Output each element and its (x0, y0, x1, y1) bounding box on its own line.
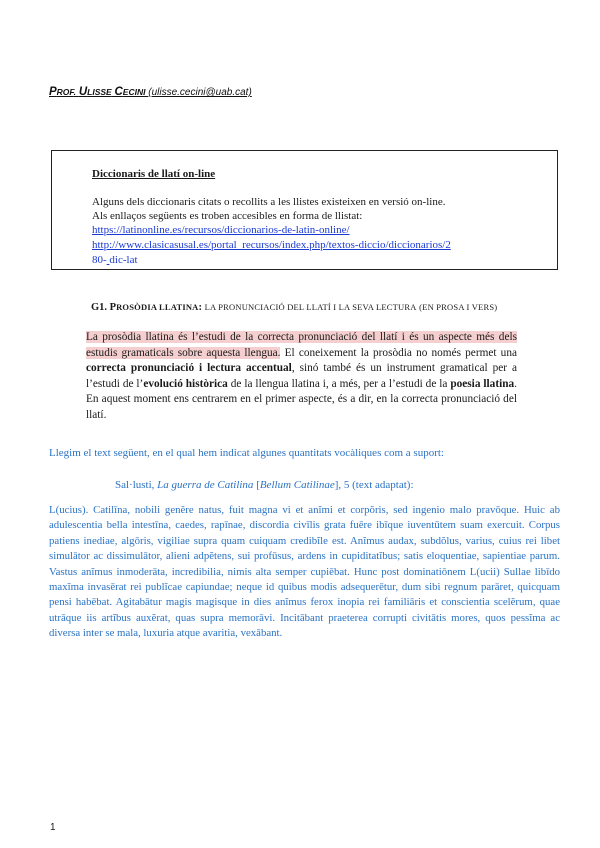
source-title-latin: Bellum Catilinae (259, 479, 335, 491)
link-part-2: dic-lat (109, 254, 138, 266)
reading-intro: Llegim el text següent, en el qual hem indicat algunes quantitats vocàliques com a suport: (49, 447, 444, 459)
section-initial: P (109, 302, 117, 313)
section-paren: (EN PROSA I VERS) (419, 302, 498, 312)
header-dot: . (73, 87, 77, 97)
source-title-catalan: La guerra de Catilina (157, 479, 254, 491)
header-initial-p: P (49, 86, 57, 98)
header-initial-u: U (78, 86, 88, 98)
page-number: 1 (50, 822, 56, 833)
para-text-1: El coneixement la prosòdia no només permet una (280, 346, 517, 359)
para-text-3: de la llengua llatina i, a més, per a l’estudi de la (227, 377, 451, 390)
highlighted-sentence: La prosòdia llatina és l’estudi de la correcta pronunciació del llatí i és un aspecte més dels estudis gramaticals sobre aquesta llengua. (86, 331, 517, 359)
section-title: ROSÒDIA LLATINA (116, 302, 199, 312)
author-email: (ulisse.cecini@uab.cat) (148, 87, 252, 98)
section-colon: : (198, 302, 203, 313)
author-header (49, 86, 252, 98)
section-number: G1. (91, 302, 108, 313)
box-text-line-2: Als enllaços següents es troben accesibles en forma de llistat: (92, 210, 363, 222)
source-bracket-open: [ (253, 479, 260, 491)
para-text-4: . En aquest moment ens centrarem en el primer aspecte, és a dir, en la correcta pronunciació del llatí. (86, 377, 517, 421)
clasicasusal-link-continued[interactable] (92, 253, 138, 267)
header-initial-c: C (114, 86, 123, 98)
section-subtitle: LA PRONUNCIACIÓ DEL LLATÍ I LA SEVA LECTURA (204, 302, 417, 312)
bold-poetry: poesia llatina (450, 377, 515, 390)
latin-text: L(ucius). Catilīna, nobili genĕre natus, fuit magna vi et anĭmi et corpŏris, sed ingenio malo pravōque. Huic ab adulescentia bella intestīna, caedes, rapīnae, discordia civīlis grata fuēre ibīque iuventūtem suam exercuit. Corpus patiens inediae, algōris, vigiliae supra quam cuiquam credibĭle est. Anĭmus audax, subdŏlus, varius, cuius rei libet simulātor ac dissimulātor, alieni adpĕtens, sui profūsus, ardens in cupiditatĭbus; satis eloquentiae, sapientiae parum. Vastus anĭmus inmoderāta, incredibilia, nimis alta semper cupiēbat. Hunc post dominatiōnem L(ucii) Sullae libīdo maxĭma invasērat rei publĭcae capiundae; neque id quibus modis adsequerētur, dum sibi regnum parāret, quicquam pensi habēbat. Agitabātur magis magisque in dies anĭmus ferox inopia rei familiāris et conscientia scelĕrum, quae utrāque iis artĭbus auxĕrat, quas supra memorāvi. Incitābant praeterea corrupti civitātis mores, quos pessĭma ac diversa inter se mala, luxuria atque avaritia, vexābant. (49, 504, 560, 640)
bold-pronunciation: correcta pronunciació i lectura accentual (86, 362, 292, 374)
header-ecini: ECINI (122, 87, 146, 97)
header-rof: ROF (56, 87, 74, 97)
bold-evolution: evolució històrica (143, 377, 228, 390)
box-text-line-1: Alguns dels diccionaris citats o recollits a les llistes existeixen en versió on-line. (92, 196, 446, 208)
prosody-paragraph (86, 330, 517, 423)
text-source (115, 479, 414, 491)
source-author: Sal·lusti, (115, 479, 158, 491)
box-title: Diccionaris de llatí on-line (92, 168, 216, 180)
para-text-2: , sinó també és un instrument gramatical per a l’estudi de l’ (86, 362, 517, 390)
header-lisse: LISSE (87, 87, 112, 97)
latinonline-link[interactable]: https://latinonline.es/recursos/diccionarios-de-latin-online/ (92, 224, 350, 236)
section-heading (91, 302, 497, 313)
link-part-1: 80- (92, 254, 107, 266)
clasicasusal-link[interactable]: http://www.clasicasusal.es/portal_recursos/index.php/textos-diccio/diccionarios/2 (92, 239, 451, 251)
source-ref: ], 5 (text adaptat): (334, 479, 414, 491)
dictionaries-box (51, 150, 558, 270)
